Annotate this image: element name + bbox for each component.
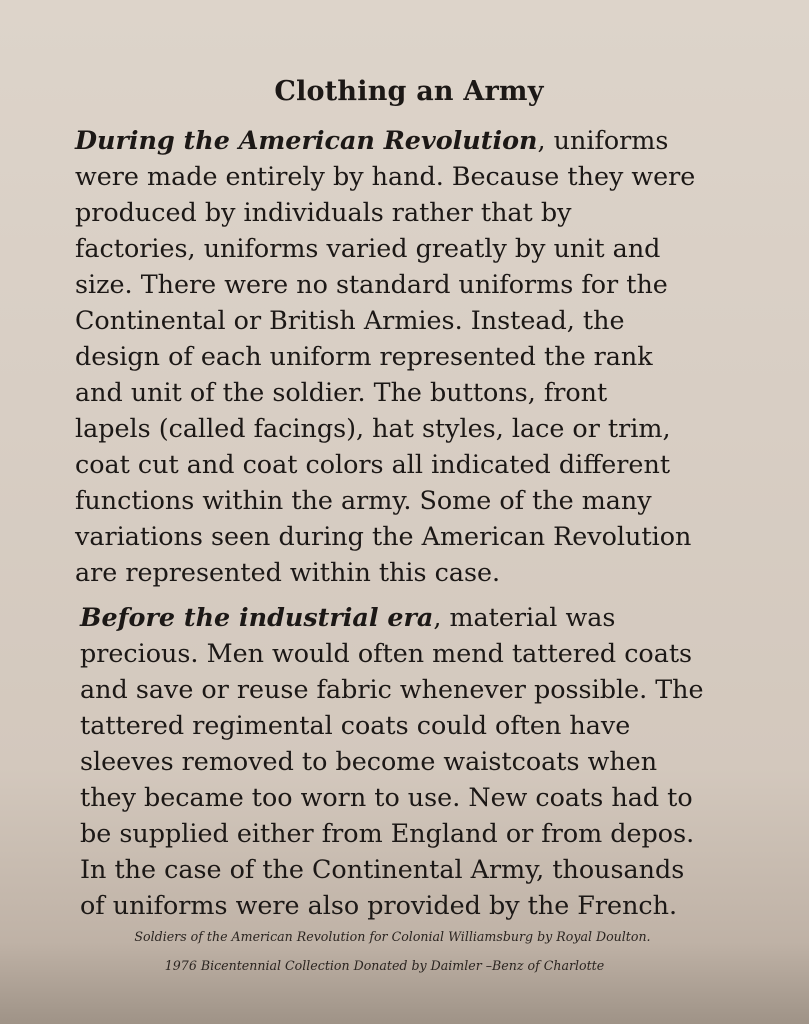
lead-phrase: Before the industrial era: [80, 602, 434, 632]
text-line: In the case of the Continental Army, thousands: [80, 854, 685, 884]
paragraph-uniforms: [75, 122, 765, 590]
text-line: design of each uniform represented the rank: [75, 341, 653, 371]
text-line: produced by individuals rather that by: [75, 197, 572, 227]
text-line: [75, 122, 765, 158]
placard-title: Clothing an Army: [274, 76, 544, 107]
text-line: and unit of the soldier. The buttons, front: [75, 377, 608, 407]
paragraph-industrial-era: [80, 599, 770, 923]
text-line-rest: , material was: [433, 602, 616, 632]
text-line: sleeves removed to become waistcoats when: [80, 746, 658, 776]
text-line: coat cut and coat colors all indicated different: [75, 449, 671, 479]
text-line: [80, 599, 770, 635]
text-line: were made entirely by hand. Because they were: [75, 161, 696, 191]
text-line-rest: , uniforms: [537, 125, 669, 155]
text-line: size. There were no standard uniforms for the: [75, 269, 668, 299]
lead-phrase: During the American Revolution: [75, 125, 538, 155]
text-line: are represented within this case.: [75, 557, 501, 587]
text-line: Continental or British Armies. Instead, the: [75, 305, 625, 335]
text-line: factories, uniforms varied greatly by unit and: [75, 233, 661, 263]
credit-line-donor: 1976 Bicentennial Collection Donated by Daimler –Benz of Charlotte: [164, 958, 605, 973]
text-line: and save or reuse fabric whenever possible. The: [80, 674, 704, 704]
text-line: lapels (called facings), hat styles, lace or trim,: [75, 413, 671, 443]
text-line: precious. Men would often mend tattered coats: [80, 638, 693, 668]
text-line: they became too worn to use. New coats had to: [80, 782, 693, 812]
text-line: variations seen during the American Revolution: [75, 521, 692, 551]
text-line: be supplied either from England or from depos.: [80, 818, 695, 848]
text-line: tattered regimental coats could often have: [80, 710, 631, 740]
text-line: of uniforms were also provided by the French.: [80, 890, 678, 920]
credit-line-collection: Soldiers of the American Revolution for Colonial Williamsburg by Royal Doulton.: [134, 929, 651, 944]
text-line: functions within the army. Some of the many: [75, 485, 652, 515]
